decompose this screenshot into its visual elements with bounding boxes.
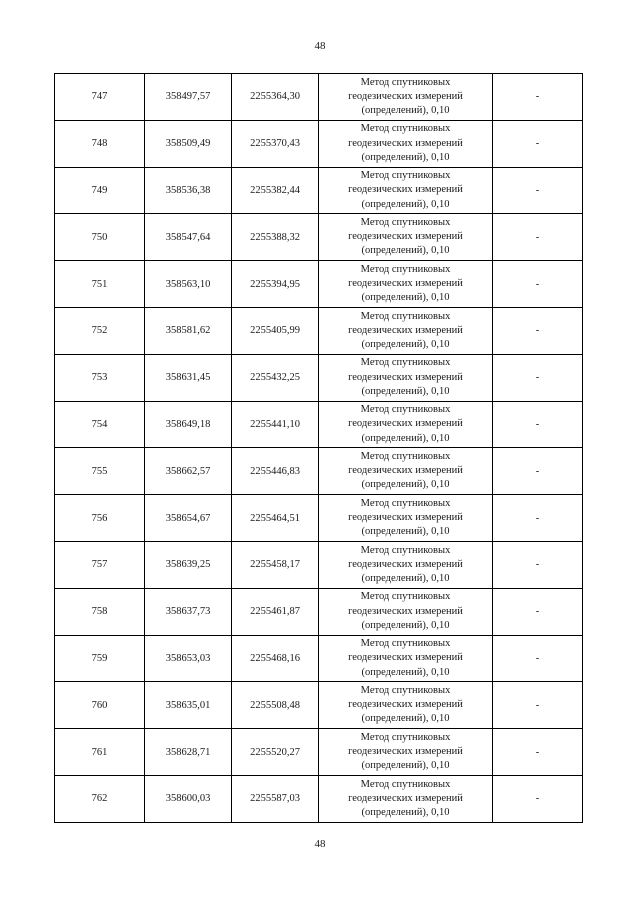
description-cell: - [493, 775, 583, 822]
table-row [55, 120, 583, 167]
y-coordinate-cell: 2255587,03 [232, 775, 319, 822]
point-number-cell: 752 [55, 307, 145, 354]
y-coordinate-cell: 2255520,27 [232, 729, 319, 776]
method-text-line: (определений), 0,10 [361, 432, 450, 444]
method-text-line: Метод спутниковых [360, 123, 451, 135]
method-text-line: Метод спутниковых [360, 170, 451, 182]
page-number-top: 48 [314, 40, 326, 52]
y-coordinate-cell: 2255370,43 [232, 120, 319, 167]
x-coordinate-cell: 358628,71 [145, 729, 232, 776]
point-number-cell: 748 [55, 120, 145, 167]
x-coordinate-cell: 358639,25 [145, 541, 232, 588]
method-text-line: (определений), 0,10 [361, 338, 450, 350]
method-cell [319, 214, 493, 261]
table-row [55, 588, 583, 635]
x-coordinate-cell: 358536,38 [145, 167, 232, 214]
method-text-line: (определений), 0,10 [361, 713, 450, 725]
point-number-cell: 751 [55, 261, 145, 308]
method-cell [319, 167, 493, 214]
method-cell [319, 261, 493, 308]
point-number-cell: 759 [55, 635, 145, 682]
method-text-line: геодезических измерений [348, 418, 463, 430]
table-row [55, 167, 583, 214]
y-coordinate-cell: 2255382,44 [232, 167, 319, 214]
table-row [55, 74, 583, 121]
method-cell [319, 448, 493, 495]
point-number-cell: 758 [55, 588, 145, 635]
description-cell: - [493, 448, 583, 495]
method-cell [319, 635, 493, 682]
method-text-line: геодезических измерений [348, 605, 463, 617]
description-cell: - [493, 495, 583, 542]
method-cell [319, 120, 493, 167]
method-text-line: (определений), 0,10 [361, 760, 450, 772]
y-coordinate-cell: 2255394,95 [232, 261, 319, 308]
method-text-line: геодезических измерений [348, 231, 463, 243]
table-row [55, 729, 583, 776]
x-coordinate-cell: 358509,49 [145, 120, 232, 167]
method-text-line: геодезических измерений [348, 137, 463, 149]
y-coordinate-cell: 2255508,48 [232, 682, 319, 729]
table-row [55, 682, 583, 729]
table-row [55, 541, 583, 588]
method-text-line: Метод спутниковых [360, 544, 451, 556]
table-row [55, 261, 583, 308]
coordinates-table-body [55, 74, 583, 823]
method-text-line: геодезических измерений [348, 745, 463, 757]
method-text-line: Метод спутниковых [360, 357, 451, 369]
method-text-line: геодезических измерений [348, 792, 463, 804]
method-text-line: (определений), 0,10 [361, 245, 450, 257]
table-row [55, 307, 583, 354]
method-text-line: Метод спутниковых [360, 731, 451, 743]
point-number-cell: 750 [55, 214, 145, 261]
method-text-line: геодезических измерений [348, 511, 463, 523]
x-coordinate-cell: 358637,73 [145, 588, 232, 635]
description-cell: - [493, 682, 583, 729]
method-text-line: геодезических измерений [348, 699, 463, 711]
x-coordinate-cell: 358653,03 [145, 635, 232, 682]
method-text-line: геодезических измерений [348, 90, 463, 102]
method-text-line: Метод спутниковых [360, 450, 451, 462]
method-cell [319, 354, 493, 401]
method-cell [319, 775, 493, 822]
x-coordinate-cell: 358635,01 [145, 682, 232, 729]
x-coordinate-cell: 358563,10 [145, 261, 232, 308]
y-coordinate-cell: 2255461,87 [232, 588, 319, 635]
description-cell: - [493, 354, 583, 401]
method-text-line: Метод спутниковых [360, 778, 451, 790]
method-cell [319, 307, 493, 354]
y-coordinate-cell: 2255364,30 [232, 74, 319, 121]
description-cell: - [493, 307, 583, 354]
y-coordinate-cell: 2255441,10 [232, 401, 319, 448]
method-text-line: геодезических измерений [348, 324, 463, 336]
table-row [55, 401, 583, 448]
method-text-line: Метод спутниковых [360, 404, 451, 416]
point-number-cell: 754 [55, 401, 145, 448]
method-text-line: Метод спутниковых [360, 76, 451, 88]
description-cell: - [493, 635, 583, 682]
method-text-line: (определений), 0,10 [361, 151, 450, 163]
method-text-line: геодезических измерений [348, 371, 463, 383]
point-number-cell: 756 [55, 495, 145, 542]
x-coordinate-cell: 358581,62 [145, 307, 232, 354]
method-text-line: Метод спутниковых [360, 497, 451, 509]
method-text-line: Метод спутниковых [360, 263, 451, 275]
x-coordinate-cell: 358654,67 [145, 495, 232, 542]
method-text-line: Метод спутниковых [360, 216, 451, 228]
method-text-line: (определений), 0,10 [361, 105, 450, 116]
x-coordinate-cell: 358631,45 [145, 354, 232, 401]
method-text-line: (определений), 0,10 [361, 572, 450, 584]
method-cell [319, 588, 493, 635]
description-cell: - [493, 214, 583, 261]
table-row [55, 495, 583, 542]
method-text-line: (определений), 0,10 [361, 479, 450, 491]
method-text-line: Метод спутниковых [360, 638, 451, 650]
method-cell [319, 401, 493, 448]
method-text-line: (определений), 0,10 [361, 619, 450, 631]
y-coordinate-cell: 2255405,99 [232, 307, 319, 354]
method-text-line: геодезических измерений [348, 184, 463, 196]
description-cell: - [493, 167, 583, 214]
method-text-line: Метод спутниковых [360, 684, 451, 696]
y-coordinate-cell: 2255446,83 [232, 448, 319, 495]
point-number-cell: 762 [55, 775, 145, 822]
y-coordinate-cell: 2255432,25 [232, 354, 319, 401]
method-text-line: (определений), 0,10 [361, 198, 450, 210]
method-text-line: геодезических измерений [348, 277, 463, 289]
x-coordinate-cell: 358662,57 [145, 448, 232, 495]
point-number-cell: 761 [55, 729, 145, 776]
method-text-line: (определений), 0,10 [361, 385, 450, 397]
description-cell: - [493, 401, 583, 448]
method-text-line: (определений), 0,10 [361, 526, 450, 538]
description-cell: - [493, 74, 583, 121]
method-text-line: Метод спутниковых [360, 310, 451, 322]
x-coordinate-cell: 358547,64 [145, 214, 232, 261]
method-text-line: (определений), 0,10 [361, 292, 450, 304]
description-cell: - [493, 729, 583, 776]
table-row [55, 775, 583, 822]
y-coordinate-cell: 2255464,51 [232, 495, 319, 542]
y-coordinate-cell: 2255388,32 [232, 214, 319, 261]
method-text-line: Метод спутниковых [360, 591, 451, 603]
y-coordinate-cell: 2255468,16 [232, 635, 319, 682]
description-cell: - [493, 588, 583, 635]
page-number-bottom: 48 [314, 838, 326, 850]
method-cell [319, 729, 493, 776]
point-number-cell: 757 [55, 541, 145, 588]
coordinates-table [54, 73, 583, 823]
x-coordinate-cell: 358497,57 [145, 74, 232, 121]
point-number-cell: 747 [55, 74, 145, 121]
method-text-line: (определений), 0,10 [361, 666, 450, 678]
table-row [55, 448, 583, 495]
description-cell: - [493, 120, 583, 167]
method-cell [319, 541, 493, 588]
method-text-line: (определений), 0,10 [361, 806, 450, 818]
method-text-line: геодезических измерений [348, 652, 463, 664]
method-cell [319, 74, 493, 121]
x-coordinate-cell: 358649,18 [145, 401, 232, 448]
method-cell [319, 682, 493, 729]
table-row [55, 214, 583, 261]
point-number-cell: 753 [55, 354, 145, 401]
point-number-cell: 760 [55, 682, 145, 729]
method-cell [319, 495, 493, 542]
table-row [55, 354, 583, 401]
point-number-cell: 755 [55, 448, 145, 495]
y-coordinate-cell: 2255458,17 [232, 541, 319, 588]
description-cell: - [493, 261, 583, 308]
description-cell: - [493, 541, 583, 588]
point-number-cell: 749 [55, 167, 145, 214]
x-coordinate-cell: 358600,03 [145, 775, 232, 822]
method-text-line: геодезических измерений [348, 558, 463, 570]
method-text-line: геодезических измерений [348, 465, 463, 477]
table-row [55, 635, 583, 682]
